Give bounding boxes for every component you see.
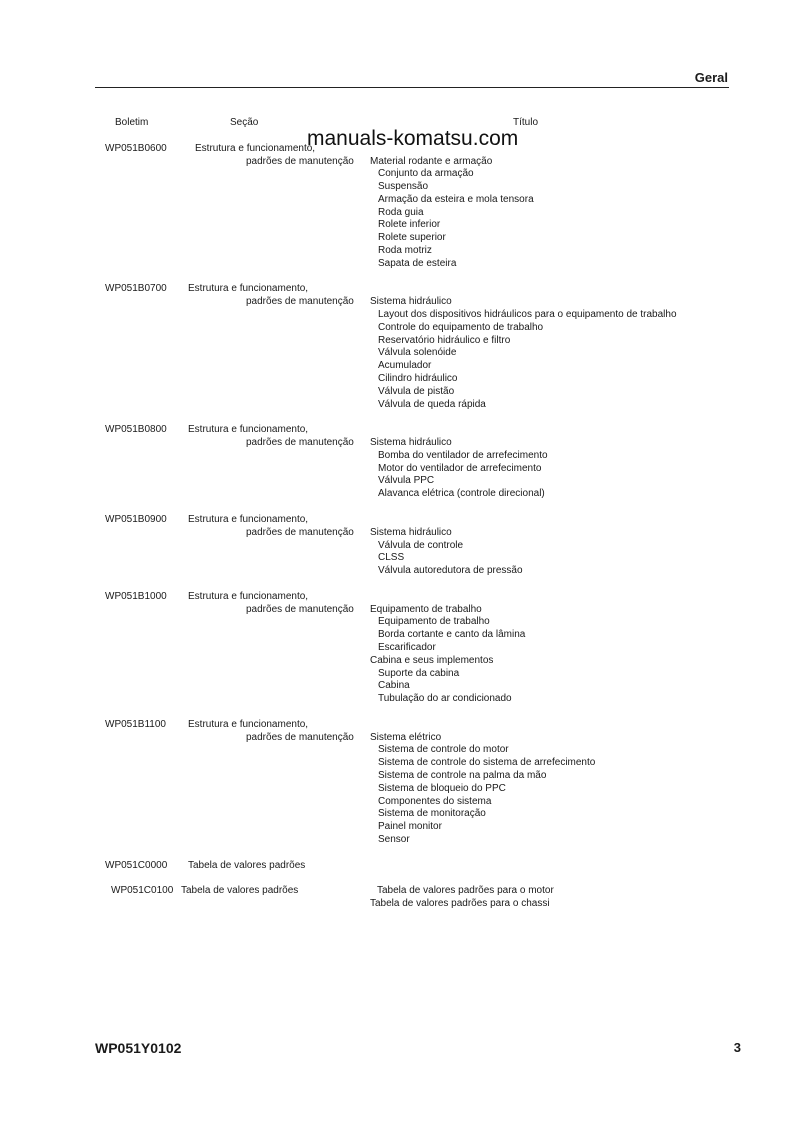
bulletin-section: padrões de manutenção — [246, 156, 354, 167]
bulletin-item: Reservatório hidráulico e filtro — [378, 335, 511, 346]
column-header-secao: Seção — [230, 117, 259, 128]
bulletin-item: Painel monitor — [378, 821, 442, 832]
bulletin-code: WP051B1100 — [105, 719, 166, 730]
bulletin-item: Alavanca elétrica (controle direcional) — [378, 488, 545, 499]
bulletin-item: Sistema de monitoração — [378, 808, 486, 819]
bulletin-item: Válvula de controle — [378, 540, 464, 551]
bulletin-item: Rolete superior — [378, 232, 446, 243]
bulletin-title: Sistema hidráulico — [370, 437, 452, 448]
bulletin-item: Roda motriz — [378, 245, 432, 256]
bulletin-item: Válvula PPC — [378, 475, 435, 486]
bulletin-title: Sistema hidráulico — [370, 296, 452, 307]
bulletin-section: padrões de manutenção — [246, 527, 354, 538]
bulletin-section: padrões de manutenção — [246, 296, 354, 307]
bulletin-item: Bomba do ventilador de arrefecimento — [378, 450, 548, 461]
bulletin-section: Estrutura e funcionamento, — [188, 424, 309, 435]
bulletin-item: Componentes do sistema — [378, 796, 492, 807]
bulletin-item: Sistema de controle do sistema de arrefecimento — [378, 757, 596, 768]
page-header-title: Geral — [694, 70, 728, 85]
bulletin-item: Sensor — [378, 834, 410, 845]
bulletin-code: WP051C0000 — [105, 860, 168, 871]
bulletin-item: Sapata de esteira — [378, 258, 457, 269]
bulletin-item: Sistema de controle na palma da mão — [378, 770, 547, 781]
bulletin-item: Suporte da cabina — [378, 668, 460, 679]
bulletin-item: Tabela de valores padrões para o motor — [377, 885, 554, 896]
bulletin-item: Sistema de controle do motor — [378, 744, 509, 755]
bulletin-code: WP051C0100 — [111, 885, 174, 896]
bulletin-title: Equipamento de trabalho — [370, 604, 482, 615]
bulletin-item: Suspensão — [378, 181, 429, 192]
bulletin-item: Tubulação do ar condicionado — [378, 693, 512, 704]
bulletin-section: Estrutura e funcionamento, — [188, 283, 309, 294]
bulletin-code: WP051B0900 — [105, 514, 167, 525]
bulletin-section: padrões de manutenção — [246, 437, 354, 448]
bulletin-item: Rolete inferior — [378, 219, 441, 230]
header-divider — [95, 87, 729, 88]
bulletin-item: Válvula de pistão — [378, 386, 455, 397]
footer-document-code: WP051Y0102 — [95, 1040, 182, 1056]
bulletin-item: Equipamento de trabalho — [378, 616, 490, 627]
bulletin-title: Sistema hidráulico — [370, 527, 452, 538]
bulletin-item: Roda guia — [378, 207, 424, 218]
bulletin-item: Acumulador — [378, 360, 432, 371]
bulletin-section: Tabela de valores padrões — [188, 860, 306, 871]
bulletin-title: Cabina e seus implementos — [370, 655, 494, 666]
bulletin-item: Válvula solenóide — [378, 347, 457, 358]
bulletin-item: Tabela de valores padrões para o chassi — [370, 898, 550, 909]
page-number: 3 — [733, 1040, 741, 1055]
bulletin-item: Armação da esteira e mola tensora — [378, 194, 534, 205]
bulletin-item: Borda cortante e canto da lâmina — [378, 629, 526, 640]
bulletin-section: Estrutura e funcionamento, — [188, 591, 309, 602]
bulletin-item: Sistema de bloqueio do PPC — [378, 783, 506, 794]
bulletin-code: WP051B0800 — [105, 424, 167, 435]
bulletin-section: padrões de manutenção — [246, 604, 354, 615]
bulletin-item: Layout dos dispositivos hidráulicos para o equipamento de trabalho — [378, 309, 677, 320]
bulletin-section: Estrutura e funcionamento, — [195, 143, 316, 154]
bulletin-title: Sistema elétrico — [370, 732, 442, 743]
bulletin-item: Escarificador — [378, 642, 436, 653]
column-header-boletim: Boletim — [115, 117, 149, 128]
bulletin-item: Conjunto da armação — [378, 168, 474, 179]
bulletin-item: Cabina — [378, 680, 410, 691]
bulletin-section: Estrutura e funcionamento, — [188, 514, 309, 525]
bulletin-section: Estrutura e funcionamento, — [188, 719, 309, 730]
watermark: manuals-komatsu.com — [307, 127, 519, 150]
bulletin-item: Cilindro hidráulico — [378, 373, 458, 384]
bulletin-item: Controle do equipamento de trabalho — [378, 322, 544, 333]
bulletin-section: Tabela de valores padrões — [181, 885, 299, 896]
bulletin-code: WP051B0700 — [105, 283, 167, 294]
bulletin-code: WP051B0600 — [105, 143, 167, 154]
bulletin-code: WP051B1000 — [105, 591, 167, 602]
bulletin-item: Válvula autoredutora de pressão — [378, 565, 523, 576]
bulletin-item: CLSS — [378, 552, 405, 563]
bulletin-section: padrões de manutenção — [246, 732, 354, 743]
bulletin-item: Válvula de queda rápida — [378, 399, 486, 410]
column-header-titulo: Título — [513, 117, 539, 128]
bulletin-title: Material rodante e armação — [370, 156, 493, 167]
bulletin-item: Motor do ventilador de arrefecimento — [378, 463, 542, 474]
